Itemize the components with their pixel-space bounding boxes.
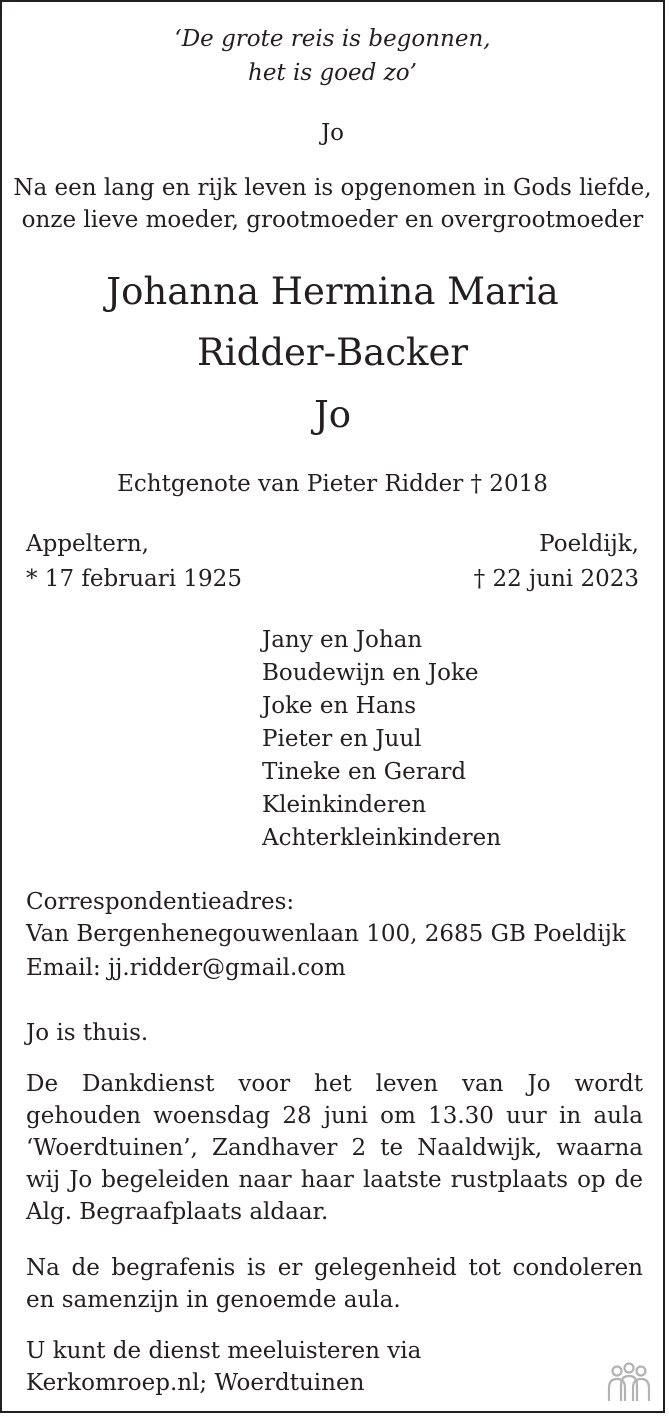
intro-line-2: onze lieve moeder, grootmoeder en overgrootmoeder: [21, 207, 644, 233]
spouse-line: Echtgenote van Pieter Ridder † 2018: [117, 471, 548, 497]
family-member: Joke en Hans: [262, 693, 417, 719]
notice-home: Jo is thuis.: [26, 1020, 149, 1046]
notice-condolence: Na de begrafenis is er gelegenheid tot condoleren en samenzijn in genoemde aula.: [26, 1255, 643, 1313]
family-list: [262, 624, 501, 855]
correspondence-label: Correspondentieadres:: [26, 889, 295, 915]
deceased-name-line-1: Johanna Hermina Maria: [106, 270, 559, 313]
death-date: † 22 juni 2023: [473, 566, 639, 592]
correspondence-address: Van Bergenhenegouwenlaan 100, 2685 GB Poeldijk: [26, 921, 626, 947]
notice-stream: U kunt de dienst meeluisteren via Kerkomroep.nl; Woerdtuinen: [26, 1338, 422, 1396]
quote-line-1: ‘De grote reis is begonnen,: [174, 26, 491, 52]
birth-date: * 17 februari 1925: [26, 566, 242, 592]
death-place: Poeldijk,: [539, 531, 639, 557]
notice-service: De Dankdienst voor het leven van Jo wordt gehouden woensdag 28 juni om 13.30 uur in aula ‘Woerdtuinen’, Zandhaver 2 te Naaldwijk, waarna wij Jo begeleiden naar haar laatste rustplaats op de Alg. Begraafplaats aldaar.: [26, 1071, 643, 1225]
correspondence-email: Email: jj.ridder@gmail.com: [26, 955, 346, 981]
family-member: Boudewijn en Joke: [262, 660, 479, 686]
family-member: Jany en Johan: [262, 627, 423, 653]
quote-author: Jo: [320, 120, 345, 146]
deceased-nickname: Jo: [313, 393, 352, 436]
family-member: Tineke en Gerard: [262, 759, 467, 785]
family-member: Pieter en Juul: [262, 726, 422, 752]
deceased-name-line-2: Ridder-Backer: [196, 331, 469, 374]
quote-line-2: het is goed zo’: [248, 60, 417, 86]
people-group-icon: [603, 1361, 655, 1405]
birth-place: Appeltern,: [26, 531, 149, 557]
intro-line-1: Na een lang en rijk leven is opgenomen in Gods liefde,: [13, 175, 652, 201]
family-member: Achterkleinkinderen: [262, 825, 502, 851]
family-member: Kleinkinderen: [262, 792, 427, 818]
